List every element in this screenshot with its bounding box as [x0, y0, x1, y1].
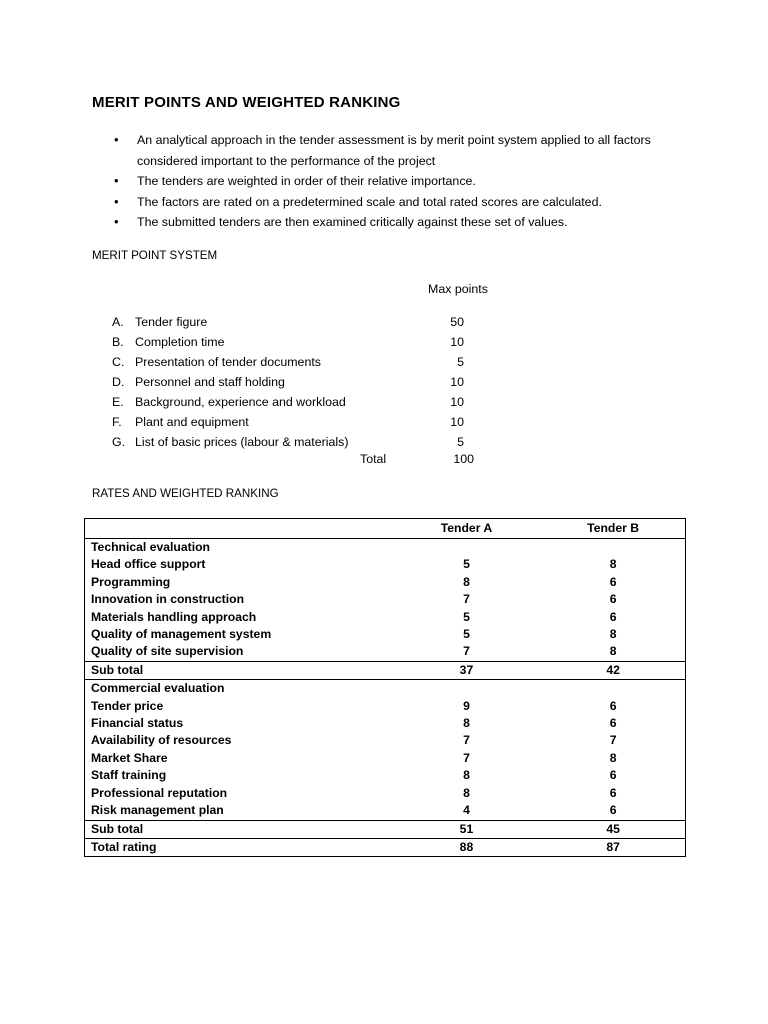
merit-item-label: Background, experience and workload: [135, 395, 346, 409]
merit-item-points: 10: [450, 395, 464, 409]
tender-a-score: 8: [463, 785, 470, 800]
row-label: Professional reputation: [91, 785, 228, 800]
merit-item: [112, 412, 492, 432]
merit-item-points: 10: [450, 375, 464, 389]
bullet-list: [92, 130, 692, 233]
merit-item-letter: D.: [112, 375, 125, 389]
merit-item-letter: C.: [112, 355, 125, 369]
table-row: [85, 626, 686, 643]
page-title: MERIT POINTS AND WEIGHTED RANKING: [92, 94, 401, 111]
tender-a-score: 7: [463, 644, 470, 659]
subtotal-label: Sub total: [85, 661, 392, 679]
tender-b-score: 8: [609, 750, 617, 765]
row-label: Staff training: [91, 768, 167, 783]
tender-a-score: 9: [463, 698, 470, 713]
row-label: Financial status: [91, 716, 184, 731]
row-label: Head office support: [91, 557, 206, 572]
subtotal-tender-a: 51: [392, 820, 542, 838]
merit-point-system-heading: MERIT POINT SYSTEM: [92, 249, 218, 262]
tender-b-score: 6: [609, 609, 617, 624]
header-tender-a: Tender A: [440, 520, 493, 535]
tender-a-score: 7: [463, 750, 470, 765]
commercial-evaluation-heading: Commercial evaluation: [85, 680, 686, 698]
merit-total-label: Total: [360, 452, 387, 466]
table-row: [85, 591, 686, 608]
table-row: [85, 715, 686, 732]
tender-a-score: 5: [463, 557, 470, 572]
merit-item-letter: B.: [112, 335, 124, 349]
row-label: Innovation in construction: [91, 592, 245, 607]
row-label: Quality of management system: [91, 627, 272, 642]
subtotal-tender-a: 37: [392, 661, 542, 679]
row-label: Programming: [91, 574, 171, 589]
row-label: Tender price: [91, 698, 164, 713]
merit-item: [112, 332, 492, 352]
merit-item-label: Presentation of tender documents: [135, 355, 321, 369]
tender-a-score: 8: [463, 716, 470, 731]
bullet-item: • The tenders are weighted in order of their relative importance.: [92, 171, 692, 192]
row-label: Risk management plan: [91, 803, 224, 818]
tender-b-score: 8: [609, 557, 617, 572]
merit-item-letter: F.: [112, 415, 122, 429]
tender-a-score: 7: [463, 592, 470, 607]
subtotal-row: [85, 820, 686, 838]
tender-b-score: 6: [609, 803, 617, 818]
section-heading-row: [85, 539, 686, 557]
bullet-item: • An analytical approach in the tender assessment is by merit point system applied to all factors considered important to the performance of the project: [92, 130, 692, 171]
tender-b-score: 8: [609, 627, 617, 642]
subtotal-row: [85, 661, 686, 679]
tender-b-score: 6: [609, 698, 617, 713]
rates-ranking-heading: RATES AND WEIGHTED RANKING: [92, 487, 279, 500]
header-blank-cell: [85, 519, 392, 539]
merit-total-value: 100: [453, 452, 474, 466]
bullet-item: • The submitted tenders are then examined critically against these set of values.: [92, 212, 692, 233]
tender-a-score: 7: [463, 733, 470, 748]
tender-a-score: 5: [463, 627, 470, 642]
merit-item-points: 5: [457, 435, 464, 449]
table-row: [85, 556, 686, 573]
tender-b-score: 6: [609, 716, 617, 731]
subtotal-tender-b: 45: [541, 820, 685, 838]
table-row: [85, 767, 686, 784]
merit-item: [112, 392, 492, 412]
merit-point-list: [112, 312, 492, 452]
merit-item: [112, 352, 492, 372]
merit-item-points: 10: [450, 415, 464, 429]
tender-b-score: 6: [609, 785, 617, 800]
table-row: [85, 698, 686, 715]
merit-item: [112, 432, 492, 452]
table-row: [85, 609, 686, 626]
table-row: [85, 732, 686, 749]
tender-b-score: 8: [609, 644, 617, 659]
merit-item-letter: G.: [112, 435, 126, 449]
merit-item-letter: E.: [112, 395, 124, 409]
technical-evaluation-heading: Technical evaluation: [85, 539, 686, 557]
merit-item-label: Personnel and staff holding: [135, 375, 285, 389]
section-heading-row: [85, 680, 686, 698]
merit-item: [112, 312, 492, 332]
tender-a-score: 8: [463, 574, 470, 589]
subtotal-label: Sub total: [85, 820, 392, 838]
table-header-row: [85, 519, 686, 539]
merit-item: [112, 372, 492, 392]
merit-item-label: Tender figure: [135, 315, 208, 329]
table-row: [85, 574, 686, 591]
merit-item-label: Plant and equipment: [135, 415, 249, 429]
merit-item-label: List of basic prices (labour & materials): [135, 435, 349, 449]
merit-item-points: 10: [450, 335, 464, 349]
row-label: Availability of resources: [91, 733, 232, 748]
subtotal-tender-b: 42: [541, 661, 685, 679]
total-rating-label: Total rating: [85, 838, 392, 856]
row-label: Materials handling approach: [91, 609, 257, 624]
table-row: [85, 802, 686, 820]
table-row: [85, 750, 686, 767]
tender-a-score: 5: [463, 609, 470, 624]
tender-b-score: 6: [609, 768, 617, 783]
merit-item-points: 5: [457, 355, 464, 369]
row-label: Quality of site supervision: [91, 644, 244, 659]
merit-item-label: Completion time: [135, 335, 225, 349]
max-points-header: Max points: [428, 282, 488, 296]
table-row: [85, 643, 686, 661]
total-rating-tender-a: 88: [392, 838, 542, 856]
merit-item-points: 50: [450, 315, 464, 329]
tender-a-score: 4: [463, 803, 470, 818]
tender-a-score: 8: [463, 768, 470, 783]
total-rating-tender-b: 87: [541, 838, 685, 856]
bullet-item: • The factors are rated on a predetermined scale and total rated scores are calculated.: [92, 192, 692, 213]
merit-item-letter: A.: [112, 315, 124, 329]
header-tender-b: Tender B: [587, 520, 640, 535]
tender-b-score: 6: [609, 574, 617, 589]
tender-b-score: 7: [609, 733, 617, 748]
total-rating-row: [85, 838, 686, 856]
row-label: Market Share: [91, 750, 168, 765]
tender-b-score: 6: [609, 592, 617, 607]
rates-ranking-table: [84, 518, 686, 857]
table-row: [85, 785, 686, 802]
